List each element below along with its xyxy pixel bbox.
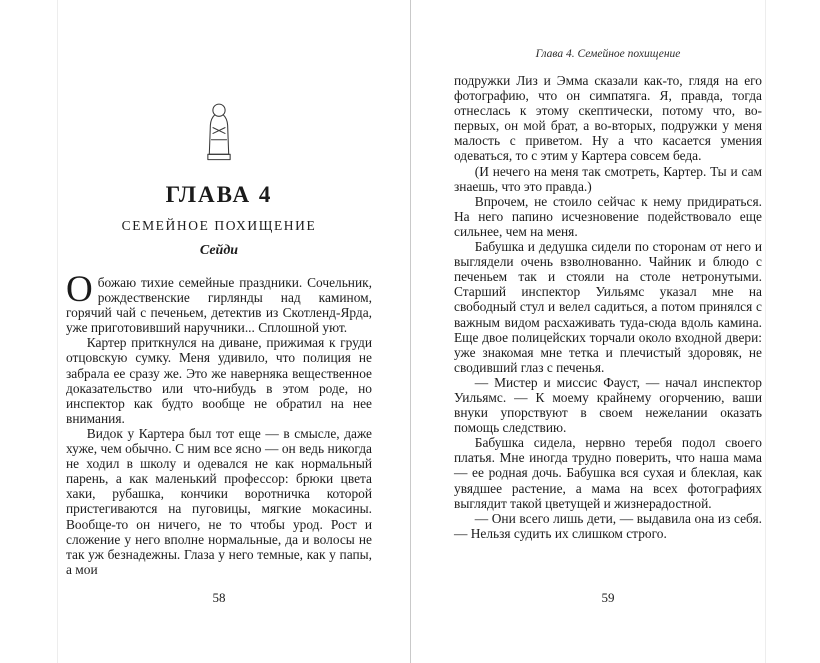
left-paragraph-list	[66, 335, 372, 577]
paragraph: Картер приткнулся на диване, прижимая к груди отцовскую сумку. Меня удивило, что полиция не забрала ее сразу же. Это же наверняка вещественное доказательство или что-нибудь в этом роде, но инспектор как будто вообще не обратил на нее внимания.	[66, 335, 372, 426]
page-gutter-divider	[410, 0, 411, 663]
paragraph: Бабушка сидела, нервно теребя подол своего платья. Мне иногда трудно поверить, что наша мама — ее родная дочь. Бабушка вся сухая и блеклая, как увядшее растение, а мама на всех фотографиях выглядит такой цветущей и жизнерадостной.	[454, 435, 762, 511]
paragraph: Бабушка и дедушка сидели по сторонам от него и выглядели очень взволнованно. Чайник и блюдо с печеньем так и стояли на столе нетронутыми. Старший инспектор Уильямс указал мне на свободный стул и велел садиться, а потом принялся с важным видом расхаживать туда-сюда вдоль камина. Еще двое полицейских торчали около входной двери: уже знакомая мне тетка и плечистый здоровяк, не сводивший глаз с печенья.	[454, 239, 762, 375]
page-left	[66, 0, 372, 663]
ornament-container	[66, 106, 372, 168]
paragraph: Видок у Картера был тот еще — в смысле, даже хуже, чем обычно. С ним все ясно — он ведь никогда не ходил в школу и одевался не как нормальный парень, а как маленький профессор: брюки цвета хаки, рубашка, кончики воротничка которой пристегиваются на пуговицы, мягкие мокасины. Вообще-то он ничего, не то чтобы урод. Рост и сложение у него вполне нормальные, да и волосы не так уж безнадежны. Глаза у него темные, как у папы, а мои	[66, 425, 372, 577]
chapter-subtitle: СЕМЕЙНОЕ ПОХИЩЕНИЕ	[121, 218, 317, 233]
page-number-right: 59	[454, 590, 762, 606]
paragraph: подружки Лиз и Эмма сказали как-то, глядя на его фотографию, что он симпатяга. Я, правда, тогда отнеслась к этому скептически, потому что, во-первых, он мой брат, а во-вторых, подружки у меня малость с приветом. Ну а что касается умения одеваться, то с этим у Картера совсем беда.	[454, 73, 762, 164]
left-page-edge	[57, 0, 58, 663]
right-page-edge	[765, 0, 766, 663]
right-page-body	[454, 73, 762, 541]
page-number-left: 58	[66, 590, 372, 606]
page-right	[454, 0, 762, 663]
paragraph: Впрочем, не стоило сейчас к нему придираться. На него папино исчезновение подействовало еще сильнее, чем на меня.	[454, 193, 762, 239]
opening-paragraph-text: божаю тихие семейные праздники. Сочельник, рождественские гирлянды над камином, горячий чай с печеньем, детектив из Скотленд-Ярда, уже приготовивший наручники... Сплошной уют.	[66, 275, 372, 336]
paragraph: (И нечего на меня так смотреть, Картер. Ты и сам знаешь, что это правда.)	[454, 163, 762, 194]
narrator-name: Сейди	[199, 243, 239, 258]
paragraph: — Мистер и миссис Фауст, — начал инспектор Уильямс. — К моему крайнему огорчению, ваши внуки упорствуют в своем нежелании оказать помощь следствию.	[454, 374, 762, 436]
left-page-body	[66, 269, 372, 577]
chapter-title: ГЛАВА 4	[165, 182, 273, 207]
shabti-figurine-icon	[201, 101, 237, 168]
opening-paragraph	[66, 269, 372, 336]
running-header: Глава 4. Семейное похищение	[535, 48, 681, 60]
drop-cap: О	[66, 269, 93, 310]
paragraph: — Они всего лишь дети, — выдавила она из себя. — Нельзя судить их слишком строго.	[454, 510, 762, 541]
